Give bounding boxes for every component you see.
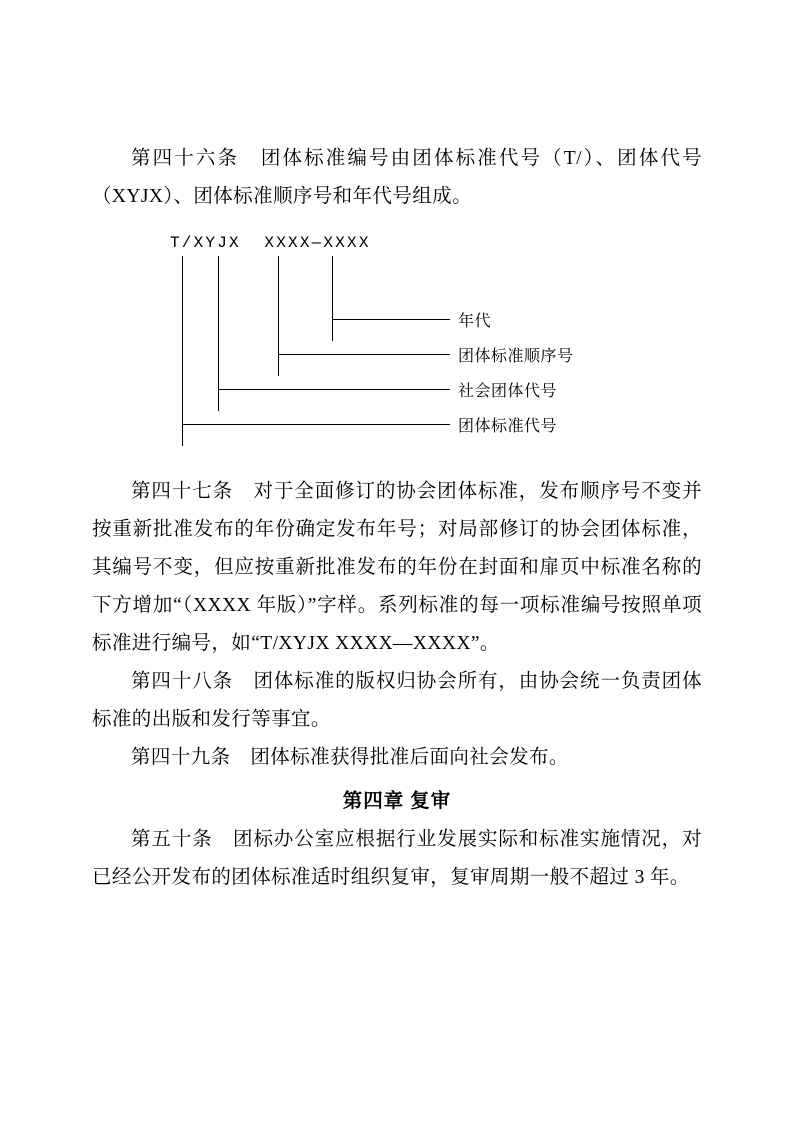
paragraph-article-47: 第四十七条 对于全面修订的协会团体标准，发布顺序号不变并按重新批准发布的年份确定发布年号；对局部修订的协会团体标准，其编号不变，但应按重新批准发布的年份在封面和扉页中标准名称的下方增加“（XXXX 年版）”字样。系列标准的每一项标准编号按照单项标准进行编号，如“T/XYJX XXXX—XXXX”。: [92, 481, 702, 654]
paragraph-article-46: 第四十六条 团体标准编号由团体标准代号（T/）、团体代号（XYJX）、团体标准顺序号和年代号组成。: [92, 148, 702, 207]
paragraph-article-48: 第四十八条 团体标准的版权归协会所有，由协会统一负责团体标准的出版和发行等事宜。: [92, 671, 702, 730]
diagram-label-serial: 团体标准顺序号: [458, 348, 574, 365]
diagram-label-year: 年代: [458, 313, 492, 330]
diagram-leader-serial-horizontal: [278, 354, 450, 355]
paragraph-article-49: 第四十九条 团体标准获得批准后面向社会发布。: [131, 747, 569, 768]
standard-number-diagram: [170, 234, 730, 439]
section-spacer: [92, 439, 702, 473]
diagram-leader-society-horizontal: [218, 389, 450, 390]
chapter-title: 第四章 复审: [342, 791, 452, 812]
diagram-label-standard: 团体标准代号: [458, 418, 558, 435]
diagram-leader-serial-vertical: [278, 256, 279, 376]
diagram-code-sample: T/XYJX XXXX—XXXX: [170, 234, 371, 252]
paragraph-article-50: 第五十条 团标办公室应根据行业发展实际和标准实施情况，对已经公开发布的团体标准适时组织复审，复审周期一般不超过 3 年。: [92, 829, 702, 888]
diagram-leader-year-horizontal: [332, 319, 450, 320]
diagram-leader-year-vertical: [332, 256, 333, 341]
diagram-leader-standard-vertical: [182, 256, 183, 446]
diagram-leader-standard-horizontal: [182, 424, 450, 425]
diagram-label-society: 社会团体代号: [458, 383, 558, 400]
diagram-leader-society-vertical: [218, 256, 219, 411]
